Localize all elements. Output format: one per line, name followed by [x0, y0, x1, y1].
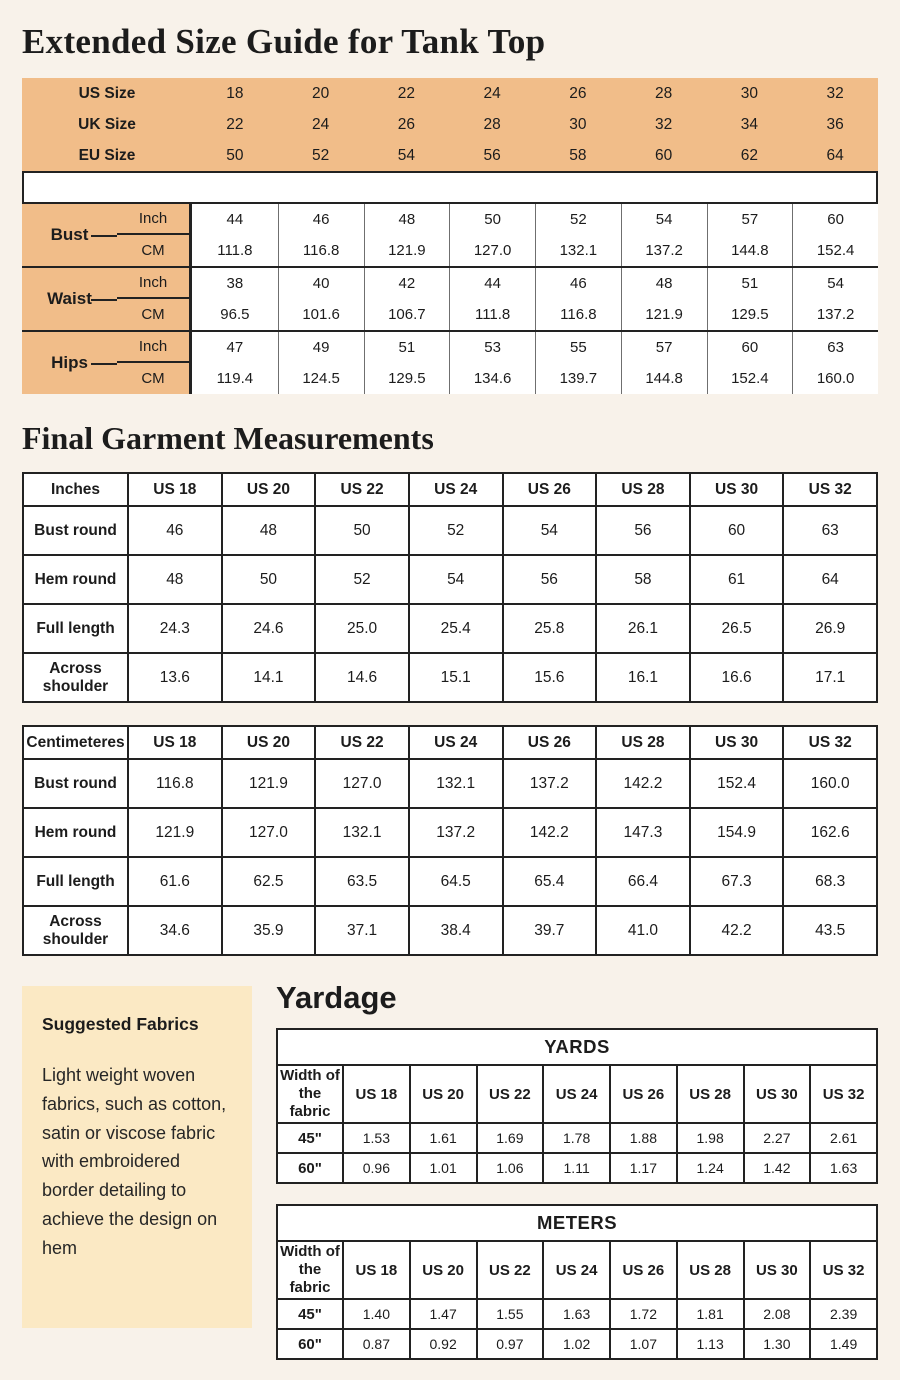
size-header-cell: US 22 — [477, 1065, 544, 1123]
measurement-name: Bust — [22, 204, 117, 266]
yardage-column — [276, 980, 878, 1380]
size-value: 22 — [397, 84, 415, 102]
size-system-label: EU Size — [78, 146, 136, 164]
measurement-value: 121.9 — [621, 299, 707, 330]
garment-value-cell: 48 — [128, 555, 222, 604]
unit-label: Inch — [117, 204, 192, 235]
garment-data-row — [23, 759, 877, 808]
garment-value-cell: 64.5 — [409, 857, 503, 906]
garment-value-cell: 16.6 — [690, 653, 784, 702]
measurement-value: 160.0 — [792, 363, 878, 394]
measurement-group — [22, 204, 878, 266]
yardage-value-cell: 1.06 — [477, 1153, 544, 1183]
garment-value-cell: 62.5 — [222, 857, 316, 906]
measurement-group — [22, 330, 878, 394]
measurement-value: 63 — [792, 332, 878, 363]
measurement-value: 40 — [278, 268, 364, 299]
garment-data-row — [23, 906, 877, 955]
size-value: 24 — [483, 84, 501, 102]
measurement-value: 46 — [535, 268, 621, 299]
size-value: 52 — [312, 146, 330, 164]
measurement-value: 129.5 — [364, 363, 450, 394]
measurement-value: 116.8 — [535, 299, 621, 330]
yardage-value-cell: 2.27 — [744, 1123, 811, 1153]
yardage-value-cell: 2.08 — [744, 1299, 811, 1329]
garment-value-cell: 39.7 — [503, 906, 597, 955]
size-value: 58 — [569, 146, 587, 164]
size-header-cell: US 18 — [128, 473, 222, 506]
garment-value-cell: 142.2 — [596, 759, 690, 808]
measurement-value: 144.8 — [707, 235, 793, 266]
measurement-value: 50 — [449, 204, 535, 235]
measurement-value: 111.8 — [449, 299, 535, 330]
yardage-unit-title-row — [277, 1029, 877, 1065]
garment-value-cell: 132.1 — [315, 808, 409, 857]
yardage-value-cell: 1.24 — [677, 1153, 744, 1183]
size-chart-spacer-row — [22, 171, 878, 204]
unit-label: Inch — [117, 332, 192, 363]
size-value: 50 — [226, 146, 244, 164]
measurement-value: 44 — [449, 268, 535, 299]
yardage-table-yards — [276, 1028, 878, 1184]
measurement-value: 101.6 — [278, 299, 364, 330]
garment-value-cell: 56 — [596, 506, 690, 555]
garment-value-cell: 63 — [783, 506, 877, 555]
size-value: 62 — [740, 146, 758, 164]
garment-value-cell: 54 — [503, 506, 597, 555]
yardage-data-row — [277, 1299, 877, 1329]
garment-value-cell: 34.6 — [128, 906, 222, 955]
size-system-label: US Size — [78, 84, 136, 102]
garment-value-cell: 26.1 — [596, 604, 690, 653]
size-header-row — [22, 109, 878, 140]
yardage-value-cell: 1.63 — [810, 1153, 877, 1183]
row-label-cell: Full length — [23, 857, 128, 906]
yardage-value-cell: 1.72 — [610, 1299, 677, 1329]
garment-value-cell: 16.1 — [596, 653, 690, 702]
yardage-value-cell: 1.55 — [477, 1299, 544, 1329]
yardage-data-row — [277, 1329, 877, 1359]
measurement-value: 38 — [192, 268, 278, 299]
size-header-cell: US 18 — [128, 726, 222, 759]
size-value: 56 — [483, 146, 501, 164]
size-header-row — [22, 78, 878, 109]
yardage-data-row — [277, 1153, 877, 1183]
size-header-cell: US 26 — [503, 473, 597, 506]
garment-data-row — [23, 808, 877, 857]
measurement-value: 48 — [621, 268, 707, 299]
garment-value-cell: 121.9 — [222, 759, 316, 808]
garment-value-cell: 116.8 — [128, 759, 222, 808]
garment-value-cell: 25.0 — [315, 604, 409, 653]
measurement-value: 127.0 — [449, 235, 535, 266]
size-header-cell: US 26 — [610, 1065, 677, 1123]
body-measurements-block — [22, 204, 878, 394]
size-value: 22 — [226, 115, 244, 133]
size-header-row — [22, 140, 878, 171]
size-header-cell: US 32 — [783, 726, 877, 759]
measurement-value: 144.8 — [621, 363, 707, 394]
garment-value-cell: 61 — [690, 555, 784, 604]
fabric-width-header-cell: Width of the fabric — [277, 1241, 343, 1299]
measurement-value: 96.5 — [192, 299, 278, 330]
yardage-value-cell: 1.30 — [744, 1329, 811, 1359]
garment-value-cell: 68.3 — [783, 857, 877, 906]
measurement-value: 116.8 — [278, 235, 364, 266]
garment-value-cell: 121.9 — [128, 808, 222, 857]
garment-value-cell: 58 — [596, 555, 690, 604]
yardage-size-header-row — [277, 1241, 877, 1299]
yardage-value-cell: 0.92 — [410, 1329, 477, 1359]
size-header-block — [22, 78, 878, 171]
size-header-cell: US 22 — [315, 473, 409, 506]
size-header-cell: US 24 — [409, 726, 503, 759]
size-header-cell: US 32 — [783, 473, 877, 506]
yardage-unit-title: YARDS — [277, 1029, 877, 1065]
yardage-value-cell: 1.53 — [343, 1123, 410, 1153]
yardage-data-row — [277, 1123, 877, 1153]
fabric-width-cell: 60" — [277, 1329, 343, 1359]
size-header-cell: US 32 — [810, 1065, 877, 1123]
yardage-value-cell: 1.07 — [610, 1329, 677, 1359]
yardage-size-header-row — [277, 1065, 877, 1123]
yardage-value-cell: 1.17 — [610, 1153, 677, 1183]
garment-value-cell: 127.0 — [315, 759, 409, 808]
yardage-table-meters — [276, 1204, 878, 1360]
garment-value-cell: 25.4 — [409, 604, 503, 653]
size-value: 30 — [569, 115, 587, 133]
fabrics-body: Light weight woven fabrics, such as cotton, satin or viscose fabric with embroidered border detailing to achieve the design on hem — [42, 1065, 227, 1258]
measurement-value: 55 — [535, 332, 621, 363]
page-title: Extended Size Guide for Tank Top — [22, 22, 546, 61]
fabric-width-cell: 60" — [277, 1153, 343, 1183]
measurement-value: 119.4 — [192, 363, 278, 394]
fabric-width-header-cell: Width of the fabric — [277, 1065, 343, 1123]
garment-value-cell: 43.5 — [783, 906, 877, 955]
size-header-cell: US 28 — [596, 726, 690, 759]
garment-value-cell: 66.4 — [596, 857, 690, 906]
garment-value-cell: 56 — [503, 555, 597, 604]
yardage-value-cell: 0.97 — [477, 1329, 544, 1359]
measurement-value: 152.4 — [792, 235, 878, 266]
garment-value-cell: 15.6 — [503, 653, 597, 702]
row-label-cell: Bust round — [23, 506, 128, 555]
yardage-value-cell: 2.61 — [810, 1123, 877, 1153]
garment-value-cell: 50 — [222, 555, 316, 604]
garment-value-cell: 15.1 — [409, 653, 503, 702]
garment-value-cell: 24.3 — [128, 604, 222, 653]
measurement-value: 139.7 — [535, 363, 621, 394]
measurement-value: 48 — [364, 204, 450, 235]
measurement-value: 46 — [278, 204, 364, 235]
garment-value-cell: 65.4 — [503, 857, 597, 906]
garment-value-cell: 50 — [315, 506, 409, 555]
row-label-cell: Hem round — [23, 555, 128, 604]
size-header-cell: US 20 — [222, 473, 316, 506]
size-header-cell: US 30 — [690, 473, 784, 506]
garment-value-cell: 64 — [783, 555, 877, 604]
yardage-value-cell: 0.87 — [343, 1329, 410, 1359]
row-label-cell: Across shoulder — [23, 653, 128, 702]
garment-data-row — [23, 857, 877, 906]
garment-value-cell: 152.4 — [690, 759, 784, 808]
garment-value-cell: 13.6 — [128, 653, 222, 702]
unit-label: CM — [117, 235, 192, 266]
row-label-cell: Bust round — [23, 759, 128, 808]
garment-value-cell: 17.1 — [783, 653, 877, 702]
measurement-value: 60 — [792, 204, 878, 235]
measurement-value: 54 — [621, 204, 707, 235]
garment-value-cell: 26.9 — [783, 604, 877, 653]
yardage-unit-title: METERS — [277, 1205, 877, 1241]
yardage-value-cell: 1.11 — [543, 1153, 610, 1183]
garment-value-cell: 127.0 — [222, 808, 316, 857]
size-header-cell: US 24 — [543, 1065, 610, 1123]
size-header-cell: US 28 — [596, 473, 690, 506]
size-header-cell: US 32 — [810, 1241, 877, 1299]
size-header-cell: US 22 — [477, 1241, 544, 1299]
size-header-cell: US 30 — [690, 726, 784, 759]
size-value: 20 — [312, 84, 330, 102]
size-header-cell: US 22 — [315, 726, 409, 759]
size-value: 64 — [826, 146, 844, 164]
size-value: 28 — [655, 84, 673, 102]
yardage-value-cell: 1.01 — [410, 1153, 477, 1183]
measurement-value: 53 — [449, 332, 535, 363]
unit-header-cell: Centimeteres — [23, 726, 128, 759]
measurement-value: 106.7 — [364, 299, 450, 330]
size-header-cell: US 18 — [343, 1241, 410, 1299]
size-conversion-chart — [22, 78, 878, 394]
size-value: 54 — [397, 146, 415, 164]
yardage-value-cell: 2.39 — [810, 1299, 877, 1329]
size-value: 18 — [226, 84, 244, 102]
unit-header-cell: Inches — [23, 473, 128, 506]
row-label-cell: Across shoulder — [23, 906, 128, 955]
fabric-width-cell: 45" — [277, 1299, 343, 1329]
garment-value-cell: 60 — [690, 506, 784, 555]
garment-value-cell: 52 — [315, 555, 409, 604]
garment-value-cell: 54 — [409, 555, 503, 604]
garment-value-cell: 42.2 — [690, 906, 784, 955]
measurement-value: 57 — [621, 332, 707, 363]
measurement-value: 129.5 — [707, 299, 793, 330]
garment-value-cell: 67.3 — [690, 857, 784, 906]
measurement-group — [22, 266, 878, 330]
measurement-name: Waist — [22, 268, 117, 330]
yardage-value-cell: 1.42 — [744, 1153, 811, 1183]
size-system-label: UK Size — [78, 115, 136, 133]
yardage-value-cell: 1.02 — [543, 1329, 610, 1359]
size-header-cell: US 26 — [503, 726, 597, 759]
measurement-value: 44 — [192, 204, 278, 235]
garment-value-cell: 37.1 — [315, 906, 409, 955]
size-value: 26 — [569, 84, 587, 102]
size-header-cell: US 28 — [677, 1065, 744, 1123]
size-header-cell: US 28 — [677, 1241, 744, 1299]
row-label-cell: Hem round — [23, 808, 128, 857]
garment-header-row — [23, 473, 877, 506]
measurement-value: 132.1 — [535, 235, 621, 266]
garment-value-cell: 132.1 — [409, 759, 503, 808]
measurement-value: 57 — [707, 204, 793, 235]
measurement-name: Hips — [22, 332, 117, 394]
garment-value-cell: 160.0 — [783, 759, 877, 808]
size-header-cell: US 20 — [410, 1065, 477, 1123]
size-header-cell: US 18 — [343, 1065, 410, 1123]
garment-value-cell: 26.5 — [690, 604, 784, 653]
size-header-cell: US 20 — [410, 1241, 477, 1299]
garment-value-cell: 14.1 — [222, 653, 316, 702]
size-value: 34 — [740, 115, 758, 133]
size-value: 32 — [655, 115, 673, 133]
yardage-value-cell: 0.96 — [343, 1153, 410, 1183]
garment-header-row — [23, 726, 877, 759]
row-label-cell: Full length — [23, 604, 128, 653]
size-value: 28 — [483, 115, 501, 133]
garment-value-cell: 63.5 — [315, 857, 409, 906]
garment-value-cell: 14.6 — [315, 653, 409, 702]
yardage-value-cell: 1.63 — [543, 1299, 610, 1329]
size-header-cell: US 24 — [543, 1241, 610, 1299]
measurement-value: 42 — [364, 268, 450, 299]
yardage-value-cell: 1.40 — [343, 1299, 410, 1329]
garment-value-cell: 137.2 — [409, 808, 503, 857]
size-header-cell: US 30 — [744, 1065, 811, 1123]
yardage-value-cell: 1.47 — [410, 1299, 477, 1329]
measurement-value: 49 — [278, 332, 364, 363]
garment-value-cell: 137.2 — [503, 759, 597, 808]
measurement-value: 111.8 — [192, 235, 278, 266]
garment-value-cell: 35.9 — [222, 906, 316, 955]
yardage-value-cell: 1.61 — [410, 1123, 477, 1153]
yardage-value-cell: 1.78 — [543, 1123, 610, 1153]
garment-value-cell: 48 — [222, 506, 316, 555]
yardage-value-cell: 1.98 — [677, 1123, 744, 1153]
garment-value-cell: 154.9 — [690, 808, 784, 857]
fabrics-title: Suggested Fabrics — [42, 1014, 199, 1034]
unit-label: Inch — [117, 268, 192, 299]
size-value: 60 — [655, 146, 673, 164]
garment-value-cell: 24.6 — [222, 604, 316, 653]
garment-section-title: Final Garment Measurements — [22, 420, 434, 456]
yardage-unit-title-row — [277, 1205, 877, 1241]
measurement-value: 51 — [364, 332, 450, 363]
garment-value-cell: 162.6 — [783, 808, 877, 857]
yardage-title: Yardage — [276, 980, 397, 1015]
yardage-value-cell: 1.49 — [810, 1329, 877, 1359]
fabric-width-cell: 45" — [277, 1123, 343, 1153]
bottom-section — [22, 980, 878, 1380]
garment-data-row — [23, 506, 877, 555]
measurement-value: 51 — [707, 268, 793, 299]
measurement-value: 121.9 — [364, 235, 450, 266]
garment-value-cell: 46 — [128, 506, 222, 555]
unit-label: CM — [117, 299, 192, 330]
garment-table-centimeters — [22, 725, 878, 956]
measurement-value: 54 — [792, 268, 878, 299]
garment-data-row — [23, 653, 877, 702]
measurement-value: 134.6 — [449, 363, 535, 394]
size-header-cell: US 24 — [409, 473, 503, 506]
garment-value-cell: 41.0 — [596, 906, 690, 955]
garment-value-cell: 61.6 — [128, 857, 222, 906]
garment-value-cell: 147.3 — [596, 808, 690, 857]
measurement-value: 137.2 — [621, 235, 707, 266]
size-value: 26 — [397, 115, 415, 133]
size-header-cell: US 30 — [744, 1241, 811, 1299]
unit-label: CM — [117, 363, 192, 394]
garment-data-row — [23, 555, 877, 604]
size-value: 36 — [826, 115, 844, 133]
garment-table-inches — [22, 472, 878, 703]
measurement-value: 52 — [535, 204, 621, 235]
garment-value-cell: 38.4 — [409, 906, 503, 955]
size-header-cell: US 26 — [610, 1241, 677, 1299]
garment-data-row — [23, 604, 877, 653]
garment-value-cell: 142.2 — [503, 808, 597, 857]
size-value: 30 — [740, 84, 758, 102]
garment-value-cell: 52 — [409, 506, 503, 555]
suggested-fabrics-box — [22, 986, 252, 1328]
measurement-value: 152.4 — [707, 363, 793, 394]
yardage-value-cell: 1.81 — [677, 1299, 744, 1329]
measurement-value: 47 — [192, 332, 278, 363]
garment-value-cell: 25.8 — [503, 604, 597, 653]
yardage-value-cell: 1.13 — [677, 1329, 744, 1359]
size-value: 24 — [312, 115, 330, 133]
measurement-value: 124.5 — [278, 363, 364, 394]
size-value: 32 — [826, 84, 844, 102]
yardage-value-cell: 1.88 — [610, 1123, 677, 1153]
measurement-value: 60 — [707, 332, 793, 363]
measurement-value: 137.2 — [792, 299, 878, 330]
yardage-value-cell: 1.69 — [477, 1123, 544, 1153]
size-header-cell: US 20 — [222, 726, 316, 759]
